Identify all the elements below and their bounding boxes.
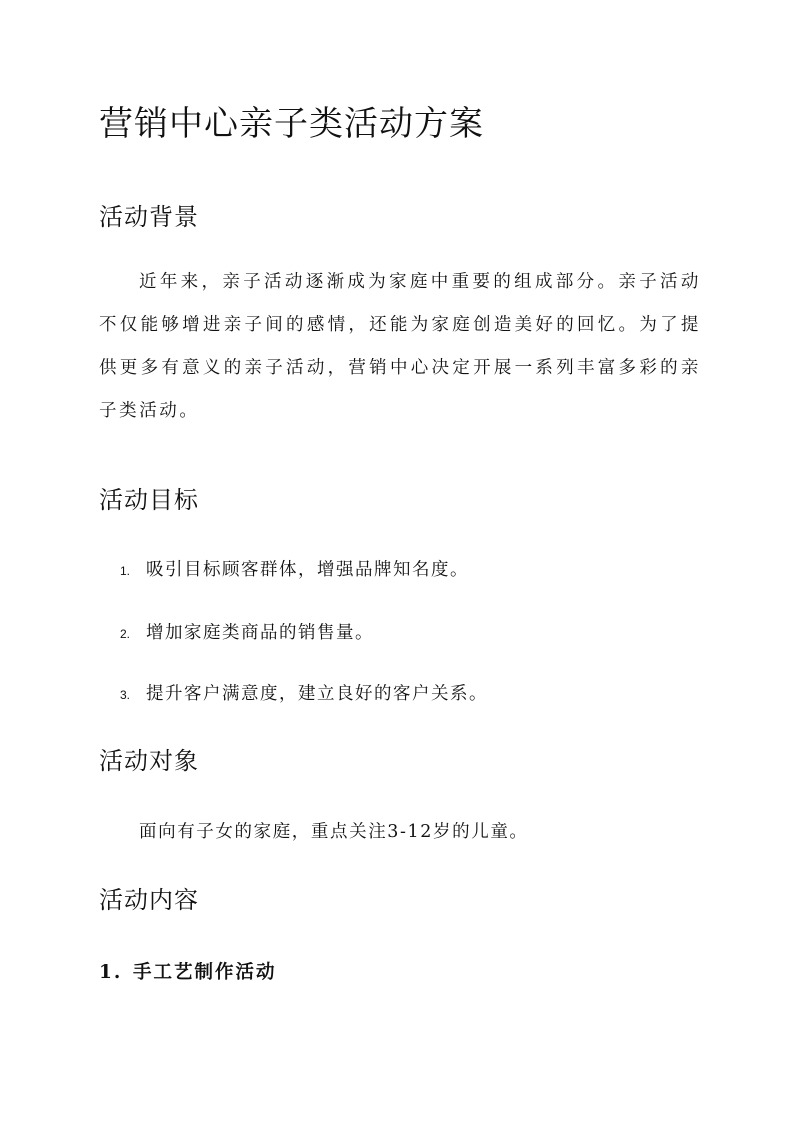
list-item-text: 吸引目标顾客群体，增强品牌知名度。 (146, 560, 469, 580)
section-heading-audience: 活动对象 (99, 747, 199, 775)
list-item-number: 1. (120, 564, 131, 578)
section-heading-background: 活动背景 (99, 203, 199, 231)
subsection-number: 1. (99, 962, 123, 983)
background-paragraph: 近年来，亲子活动逐渐成为家庭中重要的组成部分。亲子活动不仅能够增进亲子间的感情，还能为家庭创造美好的回忆。为了提供更多有意义的亲子活动，营销中心决定开展一系列丰富多彩的亲子类活动。 (99, 272, 701, 421)
subsection-title: 手工艺制作活动 (133, 962, 277, 983)
audience-paragraph: 面向有子女的家庭，重点关注3-12岁的儿童。 (139, 822, 529, 842)
list-item-number: 2. (120, 627, 131, 641)
goal-list-item (120, 556, 469, 581)
list-item-number: 3. (120, 688, 131, 702)
section-heading-content: 活动内容 (99, 886, 199, 914)
section-heading-goals: 活动目标 (99, 486, 199, 514)
goal-list-item (120, 680, 488, 705)
subsection-heading (99, 958, 277, 984)
document-title: 营销中心亲子类活动方案 (99, 104, 484, 144)
list-item-text: 增加家庭类商品的销售量。 (146, 623, 374, 643)
goal-list-item (120, 619, 374, 644)
list-item-text: 提升客户满意度，建立良好的客户关系。 (146, 684, 488, 704)
